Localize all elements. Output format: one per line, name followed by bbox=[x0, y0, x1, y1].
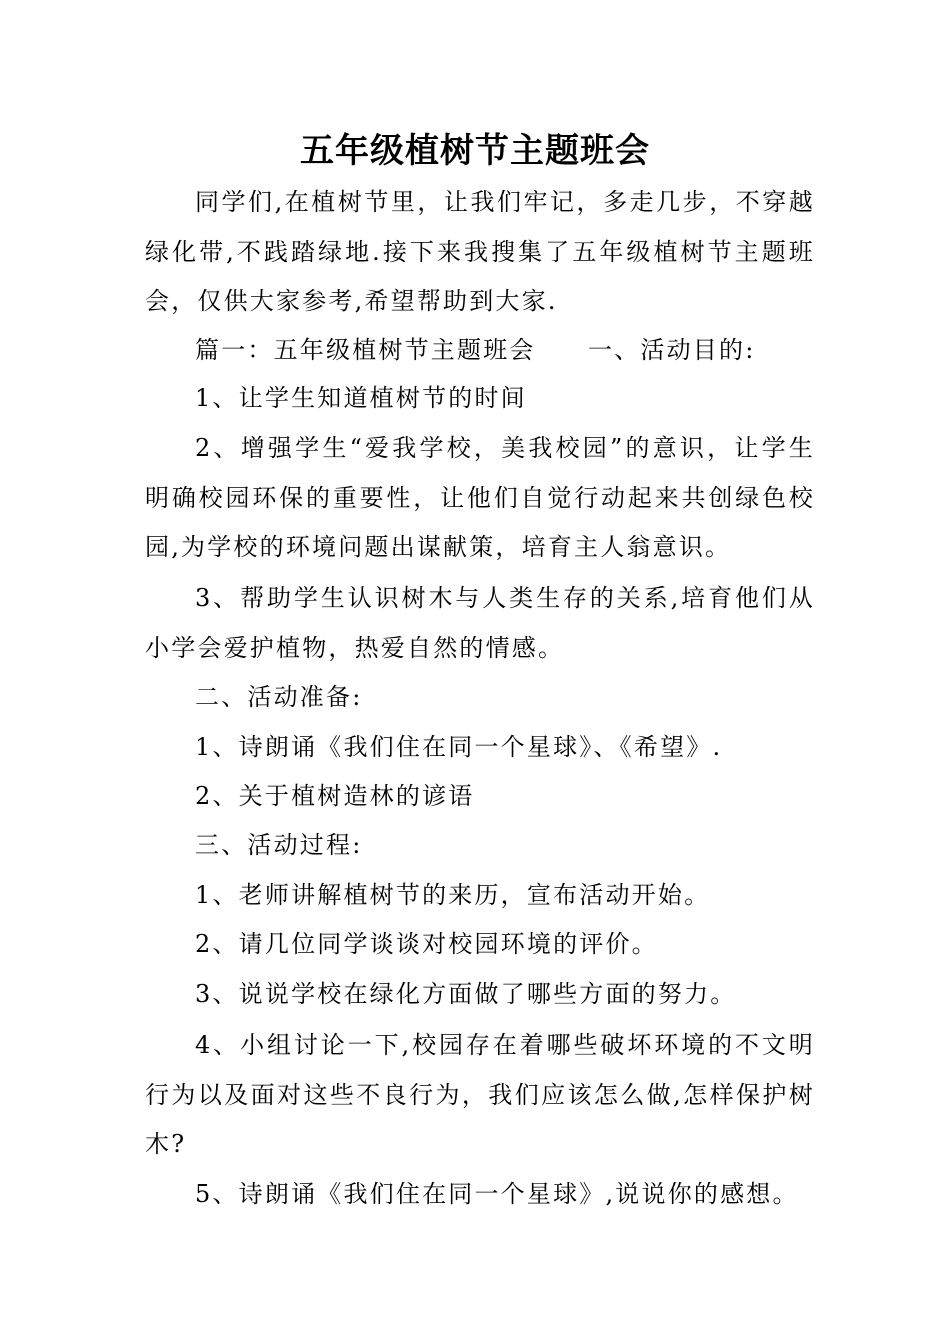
intro-paragraph: 同学们,在植树节里，让我们牢记，多走几步，不穿越绿化带,不践踏绿地.接下来我搜集了五年级植树节主题班会，仅供大家参考,希望帮助到大家. bbox=[145, 188, 815, 315]
section1-heading: 篇一：五年级植树节主题班会 一、活动目的: bbox=[195, 336, 756, 364]
goal-item-2: 2、增强学生“爱我学校，美我校园”的意识，让学生明确校园环保的重要性，让他们自觉行动起来共创绿色校园,为学校的环境问题出谋献策，培育主人翁意识。 bbox=[145, 434, 815, 561]
goal-item-3: 3、帮助学生认识树木与人类生存的关系,培育他们从小学会爱护植物，热爱自然的情感。 bbox=[145, 584, 815, 662]
process-heading: 三、活动过程: bbox=[195, 831, 363, 859]
process-item-5: 5、诗朗诵《我们住在同一个星球》,说说你的感想。 bbox=[195, 1180, 799, 1208]
process-item-1: 1、老师讲解植树节的来历，宣布活动开始。 bbox=[195, 881, 711, 909]
process-item-4: 4、小组讨论一下,校园存在着哪些破坏环境的不文明行为以及面对这些不良行为，我们应该怎么做,怎样保护树木? bbox=[145, 1031, 815, 1158]
prep-heading: 二、活动准备: bbox=[195, 683, 363, 711]
process-item-2: 2、请几位同学谈谈对校园环境的评价。 bbox=[195, 930, 658, 958]
prep-item-1: 1、诗朗诵《我们住在同一个星球》、《希望》. bbox=[195, 733, 723, 761]
document-title: 五年级植树节主题班会 bbox=[300, 131, 650, 171]
process-item-3: 3、说说学校在绿化方面做了哪些方面的努力。 bbox=[195, 980, 737, 1008]
goal-item-1: 1、让学生知道植树节的时间 bbox=[195, 384, 527, 412]
prep-item-2: 2、关于植树造林的谚语 bbox=[195, 782, 475, 810]
